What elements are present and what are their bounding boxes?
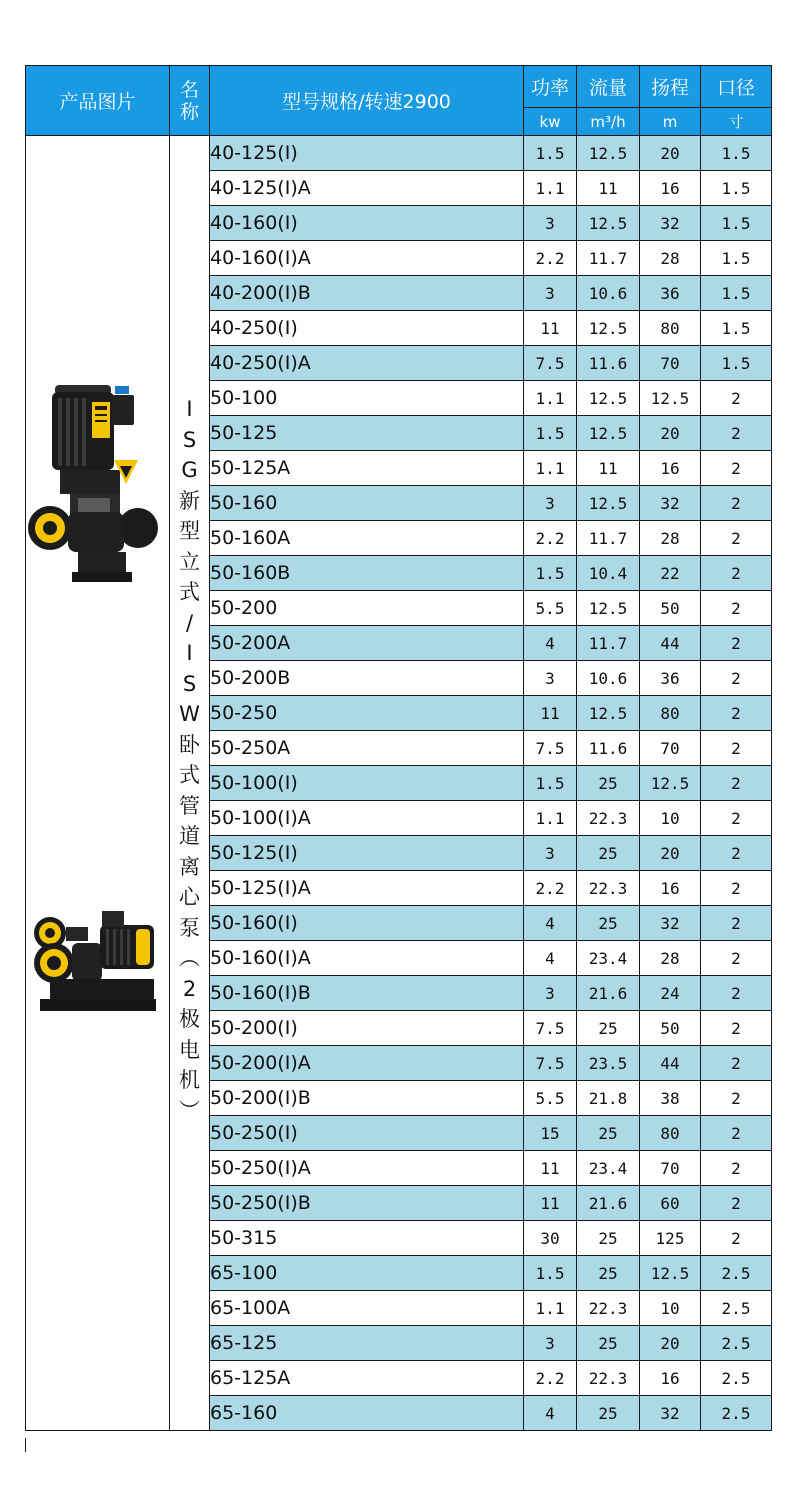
spec-flow: 22.3 (577, 1291, 640, 1326)
spec-port: 2 (701, 626, 772, 661)
spec-model: 50-125 (210, 416, 524, 451)
spec-power: 11 (524, 696, 577, 731)
spec-model: 50-200B (210, 661, 524, 696)
spec-flow: 10.4 (577, 556, 640, 591)
spec-model: 50-315 (210, 1221, 524, 1256)
product-name-char: 2 (182, 976, 197, 1001)
spec-power: 1.5 (524, 556, 577, 591)
spec-head: 38 (640, 1081, 701, 1116)
spec-power: 1.1 (524, 381, 577, 416)
product-name-char: / (185, 610, 194, 635)
product-name-char: 道 (179, 824, 200, 848)
spec-head: 20 (640, 1326, 701, 1361)
horizontal-pump-image (32, 905, 156, 1020)
product-name-char: 机 (179, 1068, 200, 1092)
spec-port: 1.5 (701, 346, 772, 381)
spec-power: 3 (524, 1326, 577, 1361)
product-name-char: 立 (179, 549, 200, 574)
spec-port: 2.5 (701, 1291, 772, 1326)
spec-model: 50-250(I) (210, 1116, 524, 1151)
spec-port: 2 (701, 451, 772, 486)
spec-model: 50-200(I)B (210, 1081, 524, 1116)
spec-head: 16 (640, 451, 701, 486)
spec-head: 32 (640, 206, 701, 241)
header-head: 扬程 (640, 66, 701, 108)
spec-head: 80 (640, 696, 701, 731)
spec-flow: 25 (577, 1011, 640, 1046)
spec-model: 50-125A (210, 451, 524, 486)
spec-flow: 25 (577, 766, 640, 801)
spec-port: 2 (701, 1116, 772, 1151)
spec-model: 65-100 (210, 1256, 524, 1291)
spec-head: 80 (640, 311, 701, 346)
spec-port: 2 (701, 696, 772, 731)
spec-port: 2 (701, 556, 772, 591)
spec-head: 50 (640, 591, 701, 626)
spec-flow: 12.5 (577, 311, 640, 346)
spec-model: 65-125 (210, 1326, 524, 1361)
spec-port: 2 (701, 871, 772, 906)
spec-head: 12.5 (640, 381, 701, 416)
spec-head: 70 (640, 346, 701, 381)
spec-flow: 12.5 (577, 591, 640, 626)
header-flow: 流量 (577, 66, 640, 108)
spec-power: 3 (524, 276, 577, 311)
spec-model: 50-160(I)A (210, 941, 524, 976)
spec-port: 2 (701, 941, 772, 976)
spec-head: 125 (640, 1221, 701, 1256)
spec-power: 4 (524, 941, 577, 976)
spec-power: 7.5 (524, 731, 577, 766)
spec-head: 80 (640, 1116, 701, 1151)
spec-port: 2 (701, 416, 772, 451)
spec-model: 50-125(I)A (210, 871, 524, 906)
unit-power: kw (524, 108, 577, 136)
spec-flow: 25 (577, 836, 640, 871)
spec-port: 2 (701, 521, 772, 556)
spec-model: 50-200(I) (210, 1011, 524, 1046)
spec-power: 3 (524, 486, 577, 521)
spec-port: 2.5 (701, 1326, 772, 1361)
spec-power: 2.2 (524, 521, 577, 556)
spec-port: 1.5 (701, 136, 772, 171)
spec-power: 2.2 (524, 871, 577, 906)
product-name-char: S (182, 671, 197, 696)
spec-flow: 11.7 (577, 626, 640, 661)
spec-model: 50-200 (210, 591, 524, 626)
product-name-cell (170, 136, 210, 1431)
spec-head: 16 (640, 1361, 701, 1396)
spec-port: 1.5 (701, 206, 772, 241)
spec-port: 2 (701, 1221, 772, 1256)
spec-power: 3 (524, 836, 577, 871)
spec-flow: 21.8 (577, 1081, 640, 1116)
spec-head: 36 (640, 276, 701, 311)
product-name-char: 管 (179, 793, 200, 818)
spec-flow: 11 (577, 171, 640, 206)
product-name-char: 极 (179, 1007, 200, 1031)
spec-power: 7.5 (524, 1046, 577, 1081)
table-continuation-line (25, 1438, 26, 1452)
spec-head: 32 (640, 1396, 701, 1431)
spec-flow: 11.7 (577, 521, 640, 556)
spec-head: 44 (640, 1046, 701, 1081)
spec-power: 3 (524, 661, 577, 696)
spec-head: 12.5 (640, 1256, 701, 1291)
spec-power: 30 (524, 1221, 577, 1256)
spec-flow: 23.5 (577, 1046, 640, 1081)
unit-head: m (640, 108, 701, 136)
spec-model: 50-200A (210, 626, 524, 661)
spec-model: 50-100(I)A (210, 801, 524, 836)
spec-head: 60 (640, 1186, 701, 1221)
spec-head: 36 (640, 661, 701, 696)
spec-power: 5.5 (524, 591, 577, 626)
spec-port: 2 (701, 801, 772, 836)
product-name-char: I (186, 641, 193, 665)
spec-port: 2 (701, 766, 772, 801)
spec-power: 7.5 (524, 346, 577, 381)
spec-flow: 12.5 (577, 206, 640, 241)
spec-power: 1.5 (524, 136, 577, 171)
spec-power: 11 (524, 311, 577, 346)
spec-flow: 11.7 (577, 241, 640, 276)
spec-power: 1.5 (524, 416, 577, 451)
unit-flow: m³/h (577, 108, 640, 136)
spec-head: 50 (640, 1011, 701, 1046)
spec-head: 20 (640, 136, 701, 171)
spec-power: 11 (524, 1186, 577, 1221)
header-model: 型号规格/转速2900 (210, 66, 524, 136)
spec-model: 50-160(I) (210, 906, 524, 941)
spec-power: 3 (524, 976, 577, 1011)
product-name-char: ︵ (179, 946, 200, 970)
spec-port: 2 (701, 1081, 772, 1116)
spec-port: 2 (701, 486, 772, 521)
spec-head: 16 (640, 171, 701, 206)
spec-flow: 11.6 (577, 346, 640, 381)
spec-model: 50-250A (210, 731, 524, 766)
spec-head: 24 (640, 976, 701, 1011)
spec-model: 50-160 (210, 486, 524, 521)
spec-flow: 25 (577, 1326, 640, 1361)
spec-head: 70 (640, 1151, 701, 1186)
product-name-char: 心 (179, 885, 200, 909)
spec-model: 40-125(I) (210, 136, 524, 171)
spec-flow: 22.3 (577, 801, 640, 836)
spec-port: 2 (701, 976, 772, 1011)
unit-port: 寸 (701, 108, 772, 136)
spec-port: 2 (701, 591, 772, 626)
header-name (170, 66, 210, 136)
spec-power: 1.1 (524, 801, 577, 836)
spec-power: 11 (524, 1151, 577, 1186)
spec-head: 20 (640, 836, 701, 871)
spec-model: 50-100(I) (210, 766, 524, 801)
product-name-char: 型 (179, 519, 200, 543)
spec-flow: 22.3 (577, 1361, 640, 1396)
spec-flow: 12.5 (577, 696, 640, 731)
spec-head: 70 (640, 731, 701, 766)
spec-flow: 12.5 (577, 416, 640, 451)
spec-model: 50-100 (210, 381, 524, 416)
spec-model: 50-160B (210, 556, 524, 591)
spec-model: 40-160(I)A (210, 241, 524, 276)
spec-power: 2.2 (524, 1361, 577, 1396)
spec-port: 2 (701, 1011, 772, 1046)
spec-flow: 25 (577, 1396, 640, 1431)
spec-power: 2.2 (524, 241, 577, 276)
pump-spec-table (25, 65, 772, 1431)
spec-model: 50-160A (210, 521, 524, 556)
spec-head: 28 (640, 941, 701, 976)
spec-port: 2 (701, 906, 772, 941)
spec-model: 40-200(I)B (210, 276, 524, 311)
spec-port: 2 (701, 661, 772, 696)
product-name-char: ︶ (179, 1098, 200, 1123)
spec-port: 2.5 (701, 1361, 772, 1396)
header-name-text: 名称 (179, 78, 199, 123)
spec-model: 40-125(I)A (210, 171, 524, 206)
spec-power: 1.1 (524, 171, 577, 206)
spec-model: 50-200(I)A (210, 1046, 524, 1081)
product-name-char: 式 (179, 763, 200, 787)
spec-flow: 12.5 (577, 381, 640, 416)
product-name-char: 电 (179, 1037, 200, 1062)
spec-flow: 10.6 (577, 661, 640, 696)
spec-head: 16 (640, 871, 701, 906)
spec-power: 4 (524, 626, 577, 661)
spec-flow: 23.4 (577, 941, 640, 976)
spec-head: 12.5 (640, 766, 701, 801)
spec-flow: 23.4 (577, 1151, 640, 1186)
spec-head: 28 (640, 241, 701, 276)
spec-flow: 25 (577, 906, 640, 941)
product-name-char: W (179, 702, 200, 726)
spec-port: 1.5 (701, 241, 772, 276)
spec-power: 5.5 (524, 1081, 577, 1116)
spec-port: 2.5 (701, 1396, 772, 1431)
spec-model: 50-250(I)A (210, 1151, 524, 1186)
spec-model: 50-125(I) (210, 836, 524, 871)
product-name-char: 离 (179, 854, 200, 879)
spec-flow: 22.3 (577, 871, 640, 906)
product-name-char: 泵 (179, 915, 200, 940)
spec-flow: 12.5 (577, 136, 640, 171)
spec-port: 1.5 (701, 276, 772, 311)
spec-power: 1.5 (524, 1256, 577, 1291)
spec-port: 2 (701, 381, 772, 416)
spec-flow: 12.5 (577, 486, 640, 521)
spec-port: 2 (701, 1186, 772, 1221)
spec-port: 2 (701, 1046, 772, 1081)
spec-port: 1.5 (701, 311, 772, 346)
header-power: 功率 (524, 66, 577, 108)
spec-port: 2 (701, 1151, 772, 1186)
spec-head: 10 (640, 801, 701, 836)
product-name-char: S (182, 427, 197, 452)
product-name-char: 式 (179, 580, 200, 604)
spec-power: 4 (524, 1396, 577, 1431)
spec-power: 1.1 (524, 1291, 577, 1326)
spec-flow: 21.6 (577, 976, 640, 1011)
spec-power: 15 (524, 1116, 577, 1151)
spec-model: 50-160(I)B (210, 976, 524, 1011)
spec-model: 65-160 (210, 1396, 524, 1431)
spec-port: 1.5 (701, 171, 772, 206)
spec-head: 22 (640, 556, 701, 591)
spec-head: 44 (640, 626, 701, 661)
spec-head: 32 (640, 906, 701, 941)
spec-port: 2 (701, 731, 772, 766)
product-name-char: I (186, 397, 193, 421)
spec-model: 50-250(I)B (210, 1186, 524, 1221)
spec-model: 40-250(I)A (210, 346, 524, 381)
spec-model: 40-160(I) (210, 206, 524, 241)
spec-head: 10 (640, 1291, 701, 1326)
spec-power: 1.1 (524, 451, 577, 486)
spec-flow: 25 (577, 1256, 640, 1291)
spec-power: 4 (524, 906, 577, 941)
spec-flow: 21.6 (577, 1186, 640, 1221)
spec-head: 32 (640, 486, 701, 521)
spec-power: 3 (524, 206, 577, 241)
spec-flow: 11 (577, 451, 640, 486)
spec-port: 2.5 (701, 1256, 772, 1291)
spec-model: 50-250 (210, 696, 524, 731)
product-image-cell (26, 136, 170, 1431)
spec-head: 28 (640, 521, 701, 556)
header-port: 口径 (701, 66, 772, 108)
product-name-char: 卧 (179, 732, 200, 757)
spec-model: 40-250(I) (210, 311, 524, 346)
header-image: 产品图片 (26, 66, 170, 136)
spec-port: 2 (701, 836, 772, 871)
spec-power: 7.5 (524, 1011, 577, 1046)
product-name-char: 新 (179, 488, 200, 513)
spec-flow: 11.6 (577, 731, 640, 766)
product-name-char: G (181, 458, 198, 482)
vertical-pump-image (28, 380, 158, 595)
table-row (26, 136, 772, 171)
spec-model: 65-125A (210, 1361, 524, 1396)
spec-model: 65-100A (210, 1291, 524, 1326)
spec-flow: 25 (577, 1116, 640, 1151)
spec-head: 20 (640, 416, 701, 451)
spec-power: 1.5 (524, 766, 577, 801)
spec-flow: 10.6 (577, 276, 640, 311)
spec-flow: 25 (577, 1221, 640, 1256)
